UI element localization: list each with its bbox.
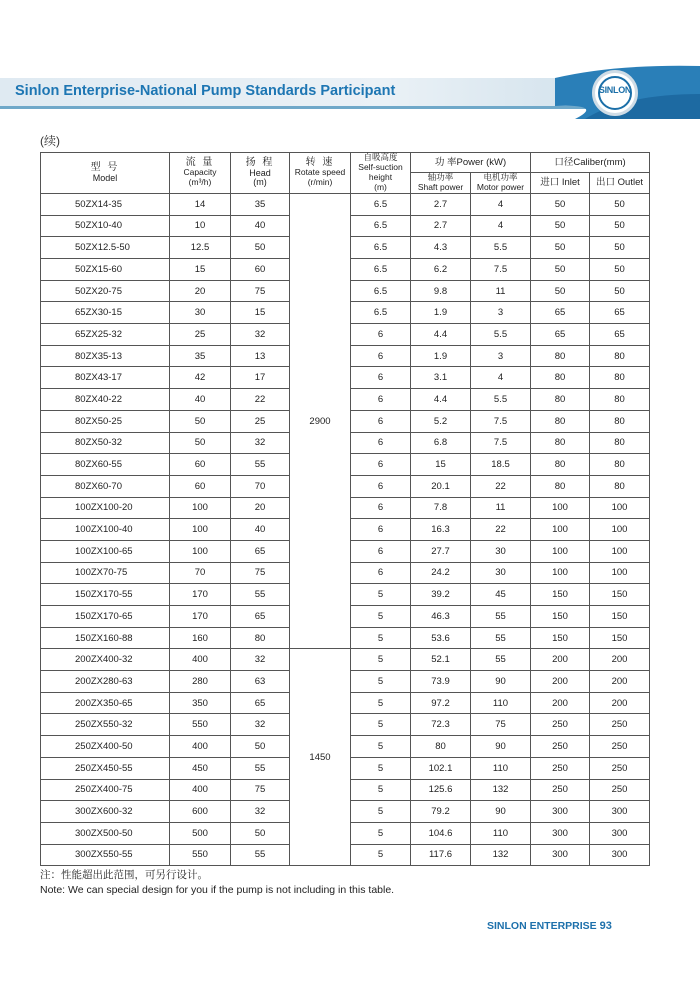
cell-model: 200ZX350-65 <box>41 692 170 714</box>
cell-inlet: 50 <box>531 259 590 281</box>
cell-head: 75 <box>231 562 290 584</box>
cell-outlet: 200 <box>590 692 650 714</box>
cell-head: 75 <box>231 280 290 302</box>
cell-model: 150ZX160-88 <box>41 627 170 649</box>
cell-head: 70 <box>231 475 290 497</box>
cell-inlet: 200 <box>531 692 590 714</box>
cell-suction: 5 <box>351 584 411 606</box>
cell-capacity: 50 <box>170 432 231 454</box>
cell-inlet: 100 <box>531 497 590 519</box>
cell-shaft-power: 80 <box>411 736 471 758</box>
cell-capacity: 12.5 <box>170 237 231 259</box>
cell-outlet: 300 <box>590 844 650 866</box>
logo-text: SINLON <box>598 85 632 95</box>
cell-head: 63 <box>231 671 290 693</box>
cell-inlet: 80 <box>531 475 590 497</box>
header-shaft-power: 轴功率 Shaft power <box>411 173 471 194</box>
cell-motor-power: 110 <box>471 757 531 779</box>
cell-suction: 6 <box>351 475 411 497</box>
cell-inlet: 80 <box>531 454 590 476</box>
cell-capacity: 15 <box>170 259 231 281</box>
cell-motor-power: 11 <box>471 280 531 302</box>
header-outlet: 出口 Outlet <box>590 173 650 194</box>
cell-capacity: 30 <box>170 302 231 324</box>
cell-outlet: 200 <box>590 649 650 671</box>
cell-head: 75 <box>231 779 290 801</box>
cell-outlet: 150 <box>590 584 650 606</box>
cell-outlet: 80 <box>590 389 650 411</box>
cell-shaft-power: 24.2 <box>411 562 471 584</box>
cell-head: 32 <box>231 649 290 671</box>
cell-motor-power: 5.5 <box>471 389 531 411</box>
cell-shaft-power: 104.6 <box>411 822 471 844</box>
cell-motor-power: 4 <box>471 193 531 215</box>
cell-model: 250ZX400-75 <box>41 779 170 801</box>
cell-shaft-power: 52.1 <box>411 649 471 671</box>
cell-shaft-power: 4.4 <box>411 389 471 411</box>
cell-suction: 6 <box>351 497 411 519</box>
cell-model: 100ZX100-20 <box>41 497 170 519</box>
cell-inlet: 250 <box>531 714 590 736</box>
cell-head: 65 <box>231 692 290 714</box>
cell-capacity: 350 <box>170 692 231 714</box>
cell-model: 250ZX550-32 <box>41 714 170 736</box>
cell-motor-power: 7.5 <box>471 259 531 281</box>
cell-inlet: 300 <box>531 822 590 844</box>
cell-shaft-power: 97.2 <box>411 692 471 714</box>
cell-outlet: 300 <box>590 801 650 823</box>
cell-suction: 5 <box>351 822 411 844</box>
cell-suction: 5 <box>351 692 411 714</box>
cell-shaft-power: 4.4 <box>411 324 471 346</box>
cell-capacity: 42 <box>170 367 231 389</box>
cell-model: 100ZX100-40 <box>41 519 170 541</box>
cell-model: 200ZX400-32 <box>41 649 170 671</box>
cell-shaft-power: 5.2 <box>411 410 471 432</box>
cell-outlet: 100 <box>590 497 650 519</box>
cell-head: 60 <box>231 259 290 281</box>
cell-head: 55 <box>231 757 290 779</box>
cell-outlet: 250 <box>590 779 650 801</box>
cell-inlet: 250 <box>531 757 590 779</box>
header-capacity: 流 量 Capacity (m³/h) <box>170 153 231 194</box>
cell-outlet: 80 <box>590 367 650 389</box>
cell-outlet: 200 <box>590 671 650 693</box>
cell-suction: 6 <box>351 562 411 584</box>
cell-model: 80ZX60-55 <box>41 454 170 476</box>
cell-head: 50 <box>231 822 290 844</box>
cell-model: 150ZX170-65 <box>41 606 170 628</box>
cell-head: 20 <box>231 497 290 519</box>
cell-suction: 6 <box>351 410 411 432</box>
cell-outlet: 50 <box>590 259 650 281</box>
page-number: 93 <box>599 920 612 932</box>
cell-outlet: 80 <box>590 410 650 432</box>
cell-motor-power: 30 <box>471 562 531 584</box>
cell-capacity: 14 <box>170 193 231 215</box>
cell-suction: 6.5 <box>351 259 411 281</box>
cell-outlet: 50 <box>590 193 650 215</box>
cell-shaft-power: 7.8 <box>411 497 471 519</box>
cell-motor-power: 3 <box>471 302 531 324</box>
cell-inlet: 150 <box>531 627 590 649</box>
cell-model: 300ZX550-55 <box>41 844 170 866</box>
cell-outlet: 250 <box>590 736 650 758</box>
header-motor-power: 电机功率 Motor power <box>471 173 531 194</box>
sinlon-logo <box>592 70 638 116</box>
cell-capacity: 400 <box>170 779 231 801</box>
cell-capacity: 170 <box>170 606 231 628</box>
cell-suction: 6 <box>351 345 411 367</box>
cell-shaft-power: 73.9 <box>411 671 471 693</box>
cell-head: 32 <box>231 432 290 454</box>
cell-motor-power: 22 <box>471 475 531 497</box>
cell-inlet: 50 <box>531 193 590 215</box>
cell-capacity: 600 <box>170 801 231 823</box>
cell-suction: 6.5 <box>351 215 411 237</box>
cell-shaft-power: 3.1 <box>411 367 471 389</box>
cell-shaft-power: 20.1 <box>411 475 471 497</box>
cell-capacity: 60 <box>170 475 231 497</box>
table-row <box>41 649 650 671</box>
cell-suction: 6 <box>351 454 411 476</box>
cell-speed: 2900 <box>290 193 351 648</box>
continued-label: (续) <box>40 134 60 148</box>
footer <box>487 920 612 932</box>
cell-capacity: 40 <box>170 389 231 411</box>
cell-head: 65 <box>231 606 290 628</box>
cell-capacity: 400 <box>170 736 231 758</box>
cell-outlet: 250 <box>590 714 650 736</box>
cell-head: 22 <box>231 389 290 411</box>
cell-motor-power: 11 <box>471 497 531 519</box>
cell-model: 150ZX170-55 <box>41 584 170 606</box>
header-power: 功 率Power (kW) <box>411 153 531 173</box>
cell-head: 15 <box>231 302 290 324</box>
cell-model: 80ZX35-13 <box>41 345 170 367</box>
page-title: Sinlon Enterprise-National Pump Standards Participant <box>15 83 396 99</box>
cell-head: 32 <box>231 801 290 823</box>
cell-inlet: 50 <box>531 215 590 237</box>
table-body <box>41 193 650 865</box>
cell-shaft-power: 27.7 <box>411 540 471 562</box>
cell-model: 100ZX100-65 <box>41 540 170 562</box>
cell-capacity: 400 <box>170 649 231 671</box>
cell-shaft-power: 72.3 <box>411 714 471 736</box>
cell-shaft-power: 39.2 <box>411 584 471 606</box>
cell-outlet: 80 <box>590 454 650 476</box>
cell-suction: 5 <box>351 671 411 693</box>
cell-inlet: 80 <box>531 367 590 389</box>
cell-model: 65ZX25-32 <box>41 324 170 346</box>
cell-head: 25 <box>231 410 290 432</box>
table-row <box>41 193 650 215</box>
cell-outlet: 50 <box>590 280 650 302</box>
cell-suction: 5 <box>351 779 411 801</box>
cell-shaft-power: 1.9 <box>411 345 471 367</box>
cell-motor-power: 5.5 <box>471 324 531 346</box>
pump-spec-table <box>40 152 650 866</box>
cell-capacity: 450 <box>170 757 231 779</box>
cell-capacity: 60 <box>170 454 231 476</box>
cell-inlet: 80 <box>531 410 590 432</box>
cell-motor-power: 132 <box>471 844 531 866</box>
cell-motor-power: 45 <box>471 584 531 606</box>
cell-inlet: 100 <box>531 519 590 541</box>
cell-head: 50 <box>231 736 290 758</box>
cell-suction: 6.5 <box>351 280 411 302</box>
cell-model: 300ZX600-32 <box>41 801 170 823</box>
cell-capacity: 25 <box>170 324 231 346</box>
cell-model: 80ZX40-22 <box>41 389 170 411</box>
cell-motor-power: 22 <box>471 519 531 541</box>
cell-suction: 6.5 <box>351 302 411 324</box>
cell-motor-power: 55 <box>471 649 531 671</box>
cell-suction: 6 <box>351 367 411 389</box>
cell-motor-power: 4 <box>471 367 531 389</box>
cell-model: 250ZX450-55 <box>41 757 170 779</box>
cell-inlet: 100 <box>531 540 590 562</box>
cell-capacity: 280 <box>170 671 231 693</box>
cell-outlet: 80 <box>590 432 650 454</box>
cell-head: 35 <box>231 193 290 215</box>
cell-outlet: 150 <box>590 627 650 649</box>
cell-shaft-power: 2.7 <box>411 193 471 215</box>
cell-head: 40 <box>231 519 290 541</box>
cell-inlet: 250 <box>531 736 590 758</box>
cell-motor-power: 75 <box>471 714 531 736</box>
cell-suction: 6 <box>351 432 411 454</box>
cell-shaft-power: 125.6 <box>411 779 471 801</box>
cell-capacity: 550 <box>170 844 231 866</box>
cell-model: 300ZX500-50 <box>41 822 170 844</box>
cell-capacity: 170 <box>170 584 231 606</box>
cell-motor-power: 30 <box>471 540 531 562</box>
cell-suction: 5 <box>351 736 411 758</box>
cell-head: 65 <box>231 540 290 562</box>
cell-speed: 1450 <box>290 649 351 866</box>
cell-motor-power: 7.5 <box>471 410 531 432</box>
cell-model: 250ZX400-50 <box>41 736 170 758</box>
cell-head: 32 <box>231 324 290 346</box>
cell-outlet: 100 <box>590 519 650 541</box>
cell-outlet: 50 <box>590 215 650 237</box>
cell-head: 55 <box>231 454 290 476</box>
cell-capacity: 500 <box>170 822 231 844</box>
cell-shaft-power: 6.2 <box>411 259 471 281</box>
cell-inlet: 80 <box>531 345 590 367</box>
cell-inlet: 150 <box>531 606 590 628</box>
cell-capacity: 100 <box>170 519 231 541</box>
cell-motor-power: 132 <box>471 779 531 801</box>
cell-inlet: 200 <box>531 649 590 671</box>
cell-outlet: 65 <box>590 302 650 324</box>
header-suction: 自吸高度 Self-suction height (m) <box>351 153 411 194</box>
cell-motor-power: 90 <box>471 736 531 758</box>
cell-inlet: 300 <box>531 844 590 866</box>
cell-motor-power: 90 <box>471 801 531 823</box>
cell-suction: 5 <box>351 606 411 628</box>
cell-model: 50ZX20-75 <box>41 280 170 302</box>
note-en: Note: We can special design for you if the pump is not including in this table. <box>40 884 395 896</box>
footer-brand: SINLON ENTERPRISE <box>487 920 597 932</box>
cell-outlet: 100 <box>590 562 650 584</box>
cell-motor-power: 18.5 <box>471 454 531 476</box>
cell-inlet: 65 <box>531 324 590 346</box>
notes <box>40 868 394 898</box>
cell-capacity: 100 <box>170 540 231 562</box>
cell-head: 80 <box>231 627 290 649</box>
cell-suction: 6 <box>351 389 411 411</box>
cell-model: 50ZX14-35 <box>41 193 170 215</box>
cell-model: 80ZX50-32 <box>41 432 170 454</box>
cell-suction: 5 <box>351 649 411 671</box>
header-head: 扬 程 Head (m) <box>231 153 290 194</box>
header-inlet: 进口 Inlet <box>531 173 590 194</box>
cell-motor-power: 5.5 <box>471 237 531 259</box>
cell-capacity: 100 <box>170 497 231 519</box>
cell-inlet: 200 <box>531 671 590 693</box>
cell-suction: 6.5 <box>351 237 411 259</box>
cell-capacity: 50 <box>170 410 231 432</box>
cell-motor-power: 7.5 <box>471 432 531 454</box>
cell-outlet: 65 <box>590 324 650 346</box>
cell-shaft-power: 79.2 <box>411 801 471 823</box>
cell-motor-power: 3 <box>471 345 531 367</box>
cell-suction: 5 <box>351 801 411 823</box>
cell-motor-power: 55 <box>471 606 531 628</box>
cell-inlet: 65 <box>531 302 590 324</box>
cell-motor-power: 55 <box>471 627 531 649</box>
header-speed: 转 速 Rotate speed (r/min) <box>290 153 351 194</box>
cell-inlet: 50 <box>531 280 590 302</box>
cell-inlet: 50 <box>531 237 590 259</box>
cell-motor-power: 110 <box>471 822 531 844</box>
cell-shaft-power: 9.8 <box>411 280 471 302</box>
cell-suction: 5 <box>351 757 411 779</box>
cell-model: 80ZX50-25 <box>41 410 170 432</box>
cell-model: 80ZX43-17 <box>41 367 170 389</box>
cell-inlet: 80 <box>531 432 590 454</box>
cell-model: 80ZX60-70 <box>41 475 170 497</box>
cell-capacity: 10 <box>170 215 231 237</box>
cell-outlet: 80 <box>590 345 650 367</box>
cell-outlet: 80 <box>590 475 650 497</box>
header-model: 型 号 Model <box>41 153 170 194</box>
cell-shaft-power: 117.6 <box>411 844 471 866</box>
cell-inlet: 80 <box>531 389 590 411</box>
cell-shaft-power: 16.3 <box>411 519 471 541</box>
cell-model: 200ZX280-63 <box>41 671 170 693</box>
cell-head: 32 <box>231 714 290 736</box>
cell-outlet: 150 <box>590 606 650 628</box>
cell-outlet: 300 <box>590 822 650 844</box>
cell-model: 100ZX70-75 <box>41 562 170 584</box>
cell-head: 17 <box>231 367 290 389</box>
cell-model: 50ZX15-60 <box>41 259 170 281</box>
cell-shaft-power: 6.8 <box>411 432 471 454</box>
cell-model: 50ZX12.5-50 <box>41 237 170 259</box>
cell-outlet: 250 <box>590 757 650 779</box>
cell-outlet: 100 <box>590 540 650 562</box>
cell-shaft-power: 2.7 <box>411 215 471 237</box>
cell-capacity: 35 <box>170 345 231 367</box>
cell-inlet: 100 <box>531 562 590 584</box>
cell-shaft-power: 46.3 <box>411 606 471 628</box>
cell-outlet: 50 <box>590 237 650 259</box>
cell-head: 55 <box>231 584 290 606</box>
cell-shaft-power: 4.3 <box>411 237 471 259</box>
header-caliber: 口径Caliber(mm) <box>531 153 650 173</box>
cell-inlet: 300 <box>531 801 590 823</box>
cell-shaft-power: 102.1 <box>411 757 471 779</box>
note-zh: 注：性能超出此范围，可另行设计。 <box>40 869 208 881</box>
cell-suction: 6 <box>351 519 411 541</box>
cell-motor-power: 90 <box>471 671 531 693</box>
cell-capacity: 160 <box>170 627 231 649</box>
cell-head: 50 <box>231 237 290 259</box>
cell-motor-power: 110 <box>471 692 531 714</box>
cell-inlet: 250 <box>531 779 590 801</box>
cell-capacity: 550 <box>170 714 231 736</box>
cell-inlet: 150 <box>531 584 590 606</box>
cell-suction: 6.5 <box>351 193 411 215</box>
cell-head: 13 <box>231 345 290 367</box>
cell-model: 65ZX30-15 <box>41 302 170 324</box>
cell-suction: 5 <box>351 714 411 736</box>
cell-model: 50ZX10-40 <box>41 215 170 237</box>
cell-shaft-power: 1.9 <box>411 302 471 324</box>
cell-shaft-power: 53.6 <box>411 627 471 649</box>
cell-shaft-power: 15 <box>411 454 471 476</box>
cell-capacity: 20 <box>170 280 231 302</box>
cell-suction: 5 <box>351 627 411 649</box>
cell-capacity: 70 <box>170 562 231 584</box>
cell-head: 55 <box>231 844 290 866</box>
cell-suction: 5 <box>351 844 411 866</box>
cell-suction: 6 <box>351 324 411 346</box>
cell-motor-power: 4 <box>471 215 531 237</box>
cell-suction: 6 <box>351 540 411 562</box>
cell-head: 40 <box>231 215 290 237</box>
